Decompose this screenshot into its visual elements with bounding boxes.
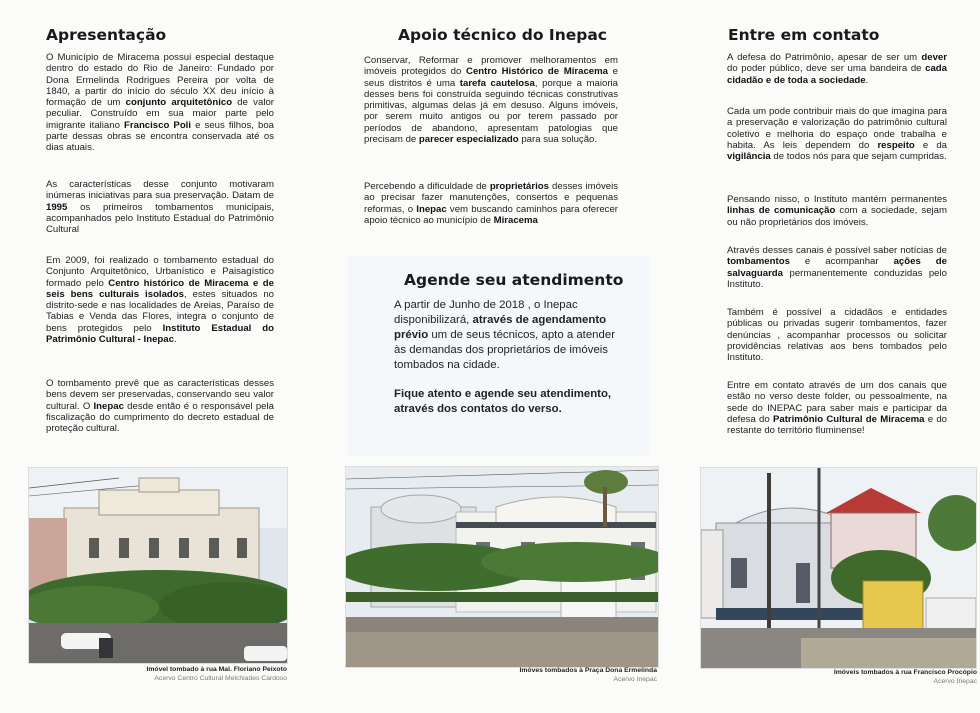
contato-paragraph-6: Entre em contato através de um dos canais que estão no verso deste folder, ou pessoalmente, na sede do INEPAC para saber mais e participar da defesa do Patrimônio Cultural de Miracema e do restante do território fluminense! — [727, 380, 948, 437]
apresentacao-paragraph-3: Em 2009, foi realizado o tombamento estadual do Conjunto Arquitetônico, Urbanístico e Paisagístico formado pelo Centro histórico de Miracema e de seis bens culturais isolados, estes situados no distrito-sede e nas localidades de Areias, Paraíso de Tabias e Venda das Flores, integra o conjunto de bens protegidos pelo Instituto Estadual do Patrimônio Cultural - Inepac. — [46, 255, 274, 346]
contato-paragraph-1: A defesa do Patrimônio, apesar de ser um dever do poder público, deve ser uma bandeira de cada cidadão e de toda a sociedade. — [727, 52, 947, 86]
photo-2-caption: Imóves tombados à Praça Dona Ermelinda — [519, 667, 657, 674]
apoio-paragraph-2: Percebendo a dificuldade de proprietários desses imóveis ao precisar fazer manutenções, consertos e pequenas reformas, o Inepac vem buscando caminhos para oferecer apoio técnico ao município de Miracema — [364, 181, 619, 226]
apresentacao-paragraph-2: As características desse conjunto motivaram inúmeras iniciativas para sua preservação. Datam de 1995 os primeiros tombamentos municipais, acompanhados pelo Instituto Estadual do Patrimônio Cultural — [46, 179, 274, 236]
photo-rua-francisco-procopio — [700, 467, 977, 669]
apoio-heading: Apoio técnico do Inepac — [398, 26, 607, 44]
photo-1-credit: Acervo Centro Cultural Melchiades Cardoso — [154, 675, 287, 682]
contato-paragraph-4: Através desses canais é possível saber notícias de tombamentos e acompanhar ações de salvaguarda permanentemente conduzidas pelo Instituto. — [727, 245, 947, 290]
photo-praca-dona-ermelinda — [345, 466, 659, 668]
apoio-paragraph-1: Conservar, Reformar e promover melhoramentos em imóveis protegidos do Centro Histórico de Miracema e seus distritos é uma tarefa cautelosa, porque a maioria desses bens foi construída seguindo técnicas construtivas primitivas, algumas delas já em desuso. Alguns imóveis, por serem muito antigos ou por terem passado por períodos de abandono, apresentam patologias que precisam de parecer especializado para sua solução. — [364, 55, 618, 146]
agende-heading: Agende seu atendimento — [404, 271, 624, 289]
agende-paragraph-2: Fique atento e agende seu atendimento, através dos contatos do verso. — [394, 388, 612, 415]
photo-rua-floriano-peixoto — [28, 467, 288, 664]
apresentacao-heading: Apresentação — [46, 26, 167, 44]
photo-1-caption: Imóvel tombado à rua Mal. Floriano Peixoto — [146, 666, 287, 673]
contato-paragraph-5: Também é possível a cidadãos e entidades públicas ou privadas sugerir tombamentos, fazer denúncias , acompanhar processos ou solicitar providências relativas aos bens tombados pelo Instituto. — [727, 307, 947, 364]
apresentacao-paragraph-4: O tombamento prevê que as características desses bens devem ser preservadas, conservando seu valor cultural. O Inepac desde então é o responsável pela fiscalização do cumprimento do decreto estadual de proteção cultural. — [46, 378, 274, 435]
agende-paragraph-1: A partir de Junho de 2018 , o Inepac disponibilizará, através de agendamento prévio um de seus técnicos, apto a atender às demandas dos proprietários de imóveis tombados na cidade. — [394, 299, 615, 371]
photo-3-credit: Acervo Inepac — [933, 678, 977, 685]
contato-paragraph-2: Cada um pode contribuir mais do que imagina para a preservação e valorização do patrimônio cultural coletivo e melhoria do espaço onde trabalha e habita. As leis dependem do respeito e da vigilância de todos nós para que sejam cumpridas. — [727, 106, 947, 163]
apresentacao-paragraph-1: O Município de Miracema possui especial destaque dentro do estado do Rio de Janeiro: Fundado por Dona Ermelinda Rodrigues Pereira por volta de 1840, a partir do início do século XX deu início à formação de um conjunto arquitetônico de valor peculiar. Construído em sua maior parte pelo imigrante italiano Francisco Poli e seus filhos, boa parte dessas obras se encontra conservada até os dias atuais. — [46, 52, 274, 154]
contato-heading: Entre em contato — [728, 26, 880, 44]
photo-2-credit: Acervo Inepac — [613, 676, 657, 683]
photo-3-caption: Imóveis tombados à rua Francisco Procópio — [833, 669, 977, 676]
contato-paragraph-3: Pensando nisso, o Instituto mantém permanentes linhas de comunicação com a sociedade, sejam ou não proprietários dos imóveis. — [727, 194, 947, 228]
